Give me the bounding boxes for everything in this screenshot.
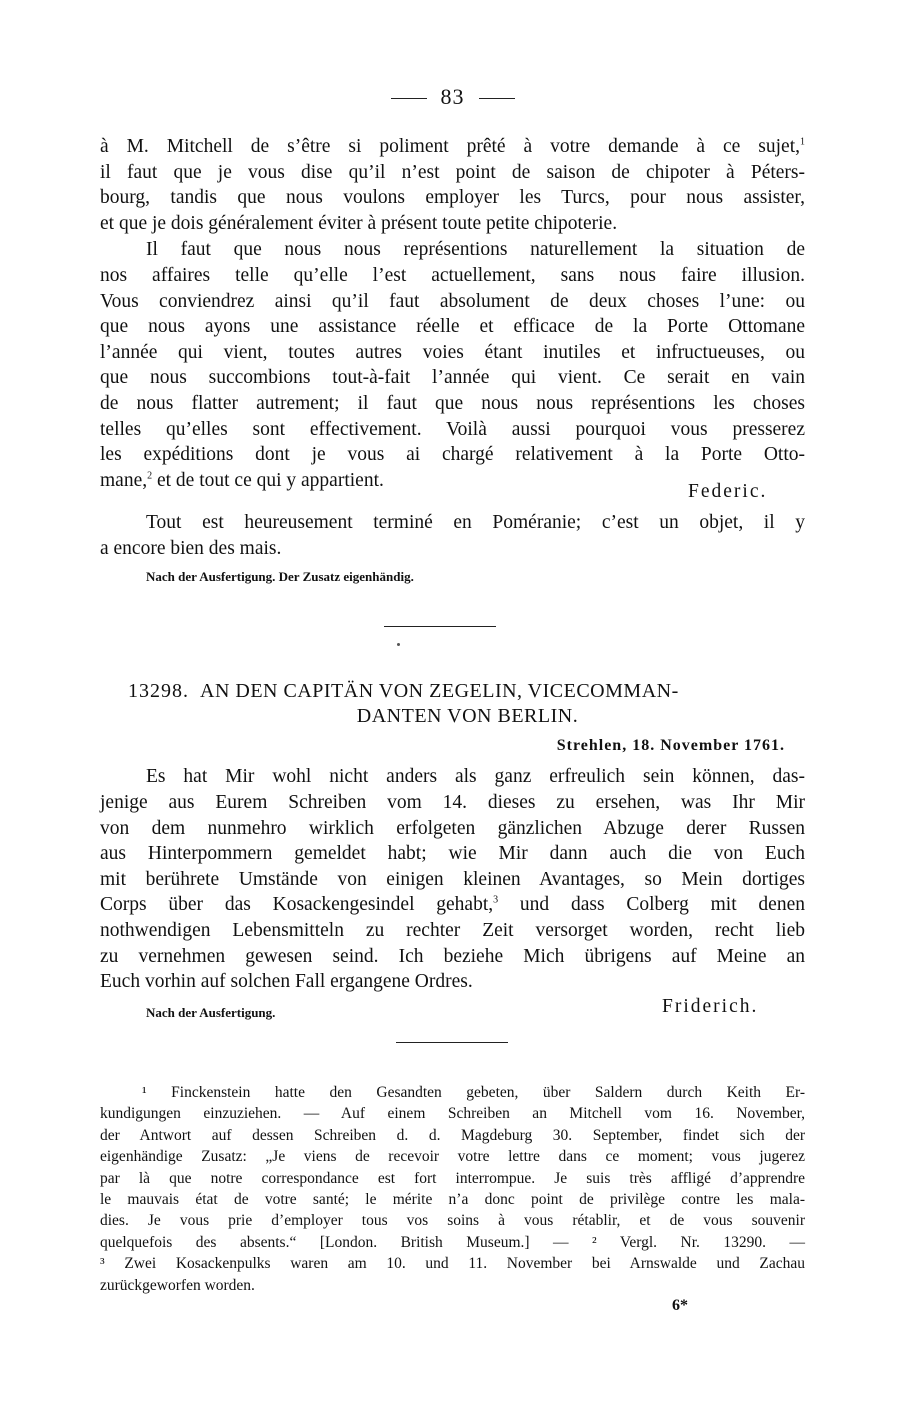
text-line: a encore bien des mais. <box>100 538 282 559</box>
text-line: Il faut que nous nous représentions naturellement la situation de <box>146 239 805 260</box>
footnote-line: kundigungen einzuziehen. — Auf einem Schreiben an Mitchell vom 16. November, <box>100 1105 805 1123</box>
text-line: que nous succombions tout-à-fait l’année qui vient. Ce serait en vain <box>100 367 805 389</box>
text-line: aus Hinterpommern gemeldet habt; wie Mir dann auch die von Euch <box>100 843 805 865</box>
letter1-paragraph-1 <box>100 134 805 236</box>
footnote-line: quelquefois des absents.“ [London. British Museum.] — ² Vergl. Nr. 13290. — <box>100 1233 805 1251</box>
page-header <box>100 84 805 110</box>
text-line: l’année qui vient, toutes autres voies étant inutiles et infructueuses, ou <box>100 341 805 363</box>
text-line: von dem nunmehro wirklich erfolgeten gänzlichen Abzuge derer Russen <box>100 817 805 839</box>
title-line-2: DANTEN VON BERLIN. <box>356 705 579 727</box>
footnote-ref: 1 <box>800 136 805 148</box>
letter2-signature: Friderich. <box>662 996 759 1017</box>
text-line: que nous ayons une assistance réelle et efficace de la Porte Ottomane <box>100 316 805 338</box>
text-span: und dass Colberg mit denen <box>498 894 805 916</box>
printer-signature-mark: 6* <box>672 1297 688 1314</box>
footnote-line: ¹ Finckenstein hatte den Gesandten gebeten, über Saldern durch Keith Er- <box>142 1084 805 1101</box>
footnotes <box>100 1082 805 1296</box>
text-line: nothwendigen Lebensmitteln zu rechter Zeit versorget worden, recht lieb <box>100 919 805 941</box>
letter-number: 13298. <box>128 680 189 702</box>
header-dash-right <box>479 98 515 99</box>
page-number: 83 <box>440 84 465 109</box>
letter1-source-note: Nach der Ausfertigung. Der Zusatz eigenhändig. <box>146 569 414 584</box>
text-line: Tout est heureusement terminé en Poméranie; c’est un objet, il y <box>146 512 805 533</box>
letter2-dateline: Strehlen, 18. November 1761. <box>556 737 785 754</box>
letter1-paragraph-2-first <box>146 237 805 263</box>
footnote-line: ³ Zwei Kosackenpulks waren am 10. und 11. November bei Arnswalde und Zachau <box>100 1255 805 1273</box>
text-line: les expéditions dont je vous ai chargé relativement à la Porte Otto- <box>100 444 805 466</box>
text-span: mane, <box>100 469 148 491</box>
footnote-ref: 2 <box>147 470 153 482</box>
text-line: de nous flatter autrement; il faut que nous nous représentions les choses <box>100 392 805 414</box>
letter2-title <box>100 679 805 729</box>
text-line: telles qu’elles sont effectivement. Voilà aussi pourquoi vous presserez <box>100 418 805 440</box>
letter1-paragraph-2 <box>100 263 805 493</box>
footnote-line: eigenhändige Zusatz: „Je viens de recevoir votre lettre dans ce moment; vous jugerez <box>100 1148 805 1166</box>
letter2-source-note: Nach der Ausfertigung. <box>146 1005 276 1020</box>
footnote-line: der Antwort auf dessen Schreiben d. d. Magdeburg 30. September, findet sich der <box>100 1126 805 1144</box>
text-span: Corps über das Kosackengesindel gehabt, <box>100 894 494 916</box>
letter1-postscript <box>100 536 805 562</box>
footnote-line: dies. Je vous prie d’employer tous vos soins à vous rétablir, et de vous souvenir <box>100 1212 805 1230</box>
letter2-body-first <box>146 764 805 790</box>
letter1-postscript-first <box>146 510 805 536</box>
header-dash-left <box>391 98 427 99</box>
footnote-line: le mauvais état de votre santé; le mérite n’a donc point de privilège contre les mala- <box>100 1191 805 1209</box>
text-span: et de tout ce qui y appartient. <box>152 469 384 491</box>
text-line: Es hat Mir wohl nicht anders als ganz erfreulich sein können, das- <box>146 766 805 787</box>
text-line: et que je dois généralement éviter à présent toute petite chipoterie. <box>100 212 618 234</box>
decorative-dot <box>397 643 400 646</box>
text-span: à M. Mitchell de s’être si poliment prêté à votre demande à ce sujet, <box>100 136 800 157</box>
footnote-ref: 3 <box>493 894 499 906</box>
text-line: il faut que je vous dise qu’il n’est point de saison de chipoter à Péters- <box>100 161 805 183</box>
text-line: nos affaires telle qu’elle l’est actuellement, sans nous faire illusion. <box>100 265 805 286</box>
letter2-body <box>100 790 805 995</box>
footnote-divider <box>396 1042 508 1043</box>
section-divider <box>384 626 496 627</box>
letter1-signature: Federic. <box>688 481 768 502</box>
text-line: zu vernehmen gewesen seind. Ich beziehe Mich übrigens auf Meine an <box>100 945 805 967</box>
title-line-1: AN DEN CAPITÄN VON ZEGELIN, VICECOMMAN- <box>200 680 679 702</box>
text-line: jenige aus Eurem Schreiben vom 14. dieses zu ersehen, was Ihr Mir <box>100 792 805 813</box>
footnote-line: par là que notre correspondance est fort interrompue. Je suis très affligé d’apprendre <box>100 1169 805 1187</box>
footnote-line: zurückgeworfen worden. <box>100 1276 255 1294</box>
text-line <box>100 892 805 918</box>
text-line <box>100 134 805 160</box>
text-line: mit berührete Umstände von einigen kleinen Avantages, so Mein dortiges <box>100 868 805 890</box>
text-line: Euch vorhin auf solchen Fall ergangene Ordres. <box>100 971 473 993</box>
text-line: bourg, tandis que nous voulons employer les Turcs, pour nous assister, <box>100 187 805 209</box>
text-line: Vous conviendrez ainsi qu’il faut absolument de deux choses l’une: ou <box>100 290 805 312</box>
